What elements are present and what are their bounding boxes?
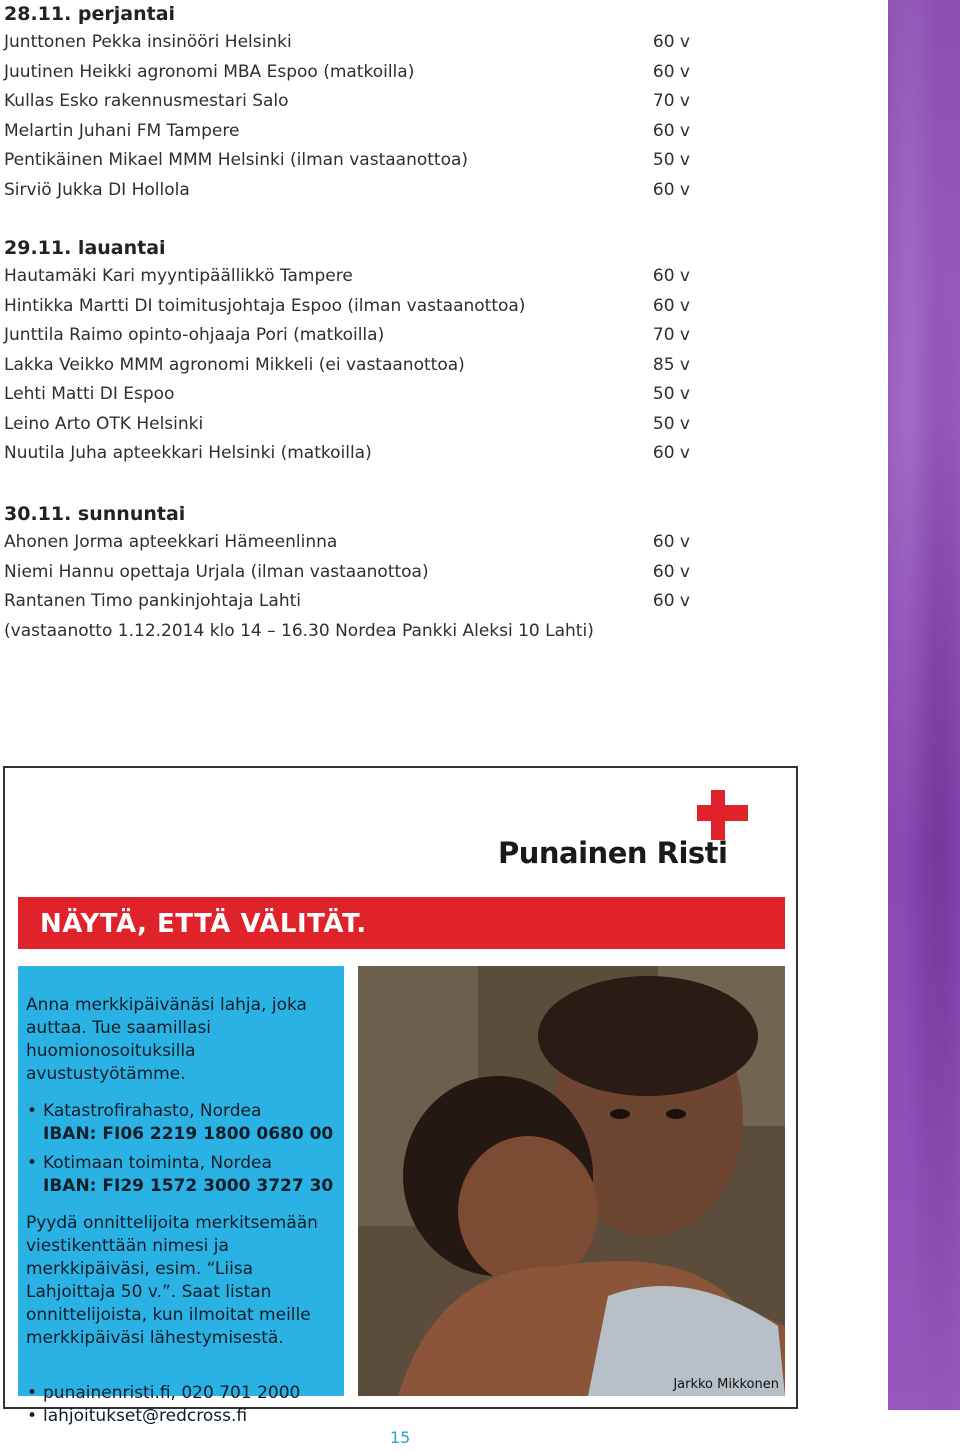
donation-info-panel	[18, 966, 344, 1426]
list-item: Leino Arto OTK Helsinki 50 v	[4, 413, 690, 434]
photo-credit: Jarkko Mikkonen	[673, 1377, 779, 1392]
intro-text: Anna merkkipäivänäsi lahja, joka auttaa. Tue saamillasi huomionosoituksilla avustustyötämme.	[26, 995, 307, 1084]
list-item: Ahonen Jorma apteekkari Hämeenlinna 60 v	[4, 532, 690, 552]
instructions-text: Pyydä onnittelijoita merkitsemään viestikenttään nimesi ja merkkipäiväsi, esim. “Liisa Lahjoittaja 50 v.”. Saat listan onnittelijoista, kun ilmoitat meille merkkipäiväsi lähestymisestä.	[26, 1213, 318, 1348]
page-number: 15	[390, 1428, 411, 1447]
account-label: • Kotimaan toiminta, Nordea	[43, 1153, 272, 1173]
birthday-list-sunday	[4, 500, 694, 646]
list-item: Juutinen Heikki agronomi MBA Espoo (matkoilla) 60 v	[4, 61, 690, 82]
section-heading: 29.11. lauantai	[4, 237, 166, 259]
list-item: Pentikäinen Mikael MMM Helsinki (ilman vastaanottoa) 50 v	[4, 150, 690, 170]
contact-website[interactable]: • punainenristi.fi, 020 701 2000	[26, 1382, 336, 1405]
photo-illustration	[358, 966, 785, 1396]
reception-note: (vastaanotto 1.12.2014 klo 14 – 16.30 Nordea Pankki Aleksi 10 Lahti)	[4, 620, 594, 641]
list-item: Junttila Raimo opinto-ohjaaja Pori (matkoilla) 70 v	[4, 325, 690, 345]
slogan-text: NÄYTÄ, ETTÄ VÄLITÄT.	[40, 909, 367, 939]
red-cross-icon-bar	[697, 805, 748, 821]
account-label: • Katastrofirahasto, Nordea	[43, 1101, 262, 1121]
mother-and-child-photo	[358, 966, 785, 1396]
account-item	[26, 1100, 336, 1146]
list-item: Junttonen Pekka insinööri Helsinki 60 v	[4, 32, 690, 52]
list-item: Lehti Matti DI Espoo 50 v	[4, 384, 690, 404]
list-item: Niemi Hannu opettaja Urjala (ilman vastaanottoa) 60 v	[4, 561, 690, 582]
account-iban: IBAN: FI29 1572 3000 3727 30	[43, 1176, 334, 1196]
slogan-banner	[18, 897, 785, 949]
list-item: Melartin Juhani FM Tampere 60 v	[4, 120, 690, 141]
section-heading: 28.11. perjantai	[4, 3, 176, 25]
brand-name: Punainen Risti	[498, 836, 728, 870]
account-item	[26, 1152, 336, 1198]
list-item: Kullas Esko rakennusmestari Salo 70 v	[4, 91, 690, 111]
contact-email[interactable]: • lahjoitukset@redcross.fi	[26, 1405, 336, 1428]
list-item: Sirviö Jukka DI Hollola 60 v	[4, 179, 690, 200]
list-item: Hintikka Martti DI toimitusjohtaja Espoo (ilman vastaanottoa) 60 v	[4, 295, 690, 316]
section-heading: 30.11. sunnuntai	[4, 503, 186, 525]
account-iban: IBAN: FI06 2219 1800 0680 00	[43, 1124, 334, 1144]
list-item: Nuutila Juha apteekkari Helsinki (matkoilla) 60 v	[4, 443, 690, 463]
list-item: Rantanen Timo pankinjohtaja Lahti 60 v	[4, 591, 690, 611]
list-item: Hautamäki Kari myyntipäällikkö Tampere 60 v	[4, 266, 690, 286]
birthday-list-friday	[4, 0, 694, 205]
list-item: Lakka Veikko MMM agronomi Mikkeli (ei vastaanottoa) 85 v	[4, 354, 690, 375]
birthday-list-saturday	[4, 234, 694, 469]
decorative-purple-band	[888, 0, 960, 1410]
